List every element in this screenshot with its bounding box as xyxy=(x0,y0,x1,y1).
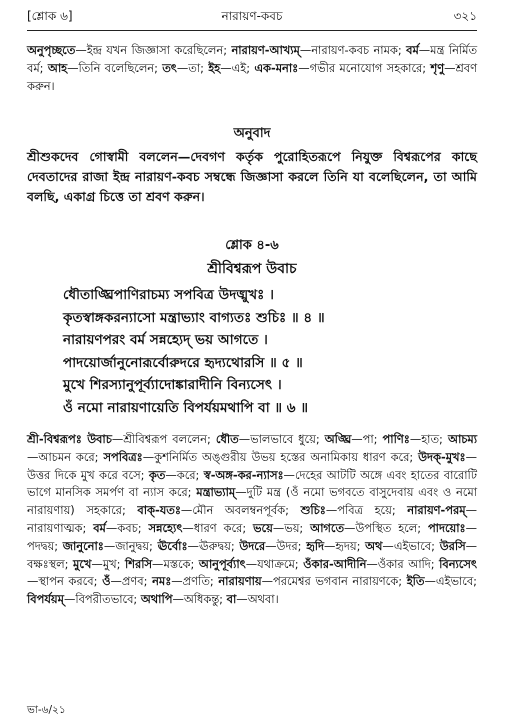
synonyms-bottom xyxy=(27,431,477,609)
translation-heading: অনুবাদ xyxy=(233,126,271,141)
synonym-word: ইহ xyxy=(208,60,221,75)
synonym-meaning: —বিপরীতভাবে; xyxy=(63,592,141,607)
synonym-meaning: —উপস্থিত হলে; xyxy=(344,520,428,535)
verse-speaker-block xyxy=(27,257,477,281)
synonym-word: ঊর্বোঃ xyxy=(157,538,188,553)
synonym-meaning: —প্রণব; xyxy=(110,574,153,589)
verse-heading: শ্লোক ৪-৬ xyxy=(225,238,279,253)
synonym-meaning: —তা; xyxy=(176,60,209,75)
synonym-word: উদক্-মুখঃ xyxy=(418,449,466,464)
verse-speaker: শ্রীবিশ্বরূপ উবাচ xyxy=(207,261,297,277)
synonym-meaning: —দেহের আটটি অঙ্গে এবং হাতের বারোটি ভাগে মানসিক সমর্পণ বা ন্যাস করে; xyxy=(27,467,478,500)
synonym-word: শুচিঃ xyxy=(300,503,326,518)
synonyms-bottom-block xyxy=(27,431,477,609)
synonym-meaning: —পদদ্বয়; xyxy=(27,520,478,553)
synonym-meaning: —নারায়ণ-কবচ নামক; xyxy=(299,43,407,57)
synonym-meaning: —মস্তকে; xyxy=(152,556,199,571)
synonym-word: পাণিঃ xyxy=(382,432,410,446)
translation-text: শ্রীশুকদেব গোস্বামী বললেন—দেবগণ কর্তৃক পুরোহিতরূপে নিযুক্ত বিশ্বরূপের কাছে দেবতাদের রাজা ইন্দ্র নারায়ণ-কবচ সম্বন্ধে জিজ্ঞাসা করলে তিনি যা বলেছিলেন, তা আমি বলছি, একাগ্র চিত্তে তা শ্রবণ করুন। xyxy=(27,149,477,204)
synonym-meaning: —ওঁকার আদি; xyxy=(366,556,440,571)
synonym-word: বর্ম xyxy=(406,43,419,57)
synonym-word: উদরে xyxy=(239,538,266,553)
synonym-word: অনুপৃচ্ছতে xyxy=(27,43,76,57)
synonym-meaning: —এইভাবে; xyxy=(382,538,440,553)
synonym-meaning: —ভয়; xyxy=(272,520,311,535)
page-footer-signature: ভা-৬/২১ xyxy=(27,704,66,716)
synonym-word: বাক্-যতঃ xyxy=(137,503,181,518)
synonyms-top-block xyxy=(27,42,477,95)
translation-block xyxy=(27,147,477,207)
synonym-meaning: —পা; xyxy=(351,432,383,446)
synonym-word: নারায়ণ-আখ্যম্ xyxy=(231,43,300,57)
synonym-word: অথ xyxy=(365,538,383,553)
synonym-meaning: —ভালভাবে ধুয়ে; xyxy=(238,432,325,446)
synonym-meaning: —কবচ; xyxy=(105,520,149,535)
verse-line-5: মুখে শিরস্যানুপূর্ব্যাদোঙ্কারাদীনি বিন্যসেৎ । xyxy=(63,377,282,393)
synonym-word: অঙ্ঘ্রি xyxy=(324,432,352,446)
synonym-meaning: —এইভাবে; xyxy=(424,574,477,589)
synonym-meaning: —হাত; xyxy=(409,432,448,446)
header-page-number: ৩২১ xyxy=(453,9,477,23)
synonym-word: অথাপি xyxy=(140,592,173,607)
synonym-word: আহ xyxy=(47,60,68,75)
synonym-word: হৃদি xyxy=(306,538,324,553)
verse-line-3: নারায়ণপরং বর্ম সন্নহ্যেদ্ ভয় আগতে । xyxy=(63,332,268,348)
synonym-word: মন্ত্রাভ্যাম্ xyxy=(196,485,236,500)
synonym-word: কৃত xyxy=(148,467,166,482)
synonym-word: উরসি xyxy=(439,538,466,553)
synonym-word: বিপর্যয়ম্ xyxy=(27,592,64,607)
synonym-meaning: —উদর; xyxy=(265,538,307,553)
synonym-meaning: —পবিত্র হয়ে; xyxy=(325,503,408,518)
synonym-word: জানুনোঃ xyxy=(62,538,104,553)
synonym-meaning: —পরমেশ্বর ভগবান নারায়ণকে; xyxy=(261,574,407,589)
synonym-meaning: —এই; xyxy=(220,60,255,75)
synonym-meaning: —উত্তর দিকে মুখ করে বসে; xyxy=(27,449,477,482)
synonym-word: ওঁ xyxy=(102,574,111,589)
synonym-meaning: —প্রণতি; xyxy=(171,574,219,589)
synonym-meaning: —শ্রবণ করুন। xyxy=(27,60,477,93)
synonym-word: শিরসি xyxy=(124,556,153,571)
header-divider xyxy=(27,30,477,31)
synonym-word: বর্ম xyxy=(93,520,106,535)
page-header xyxy=(27,8,477,26)
verse-heading-block xyxy=(27,236,477,257)
header-chapter-title: নারায়ণ-কবচ xyxy=(221,9,283,23)
synonym-meaning: —দুটি মন্ত্র (ওঁ নমো ভগবতে বাসুদেবায় এবং ও নমো নারায়ণায়) সহকারে; xyxy=(27,485,477,518)
synonym-meaning: —বক্ষঃস্থল; xyxy=(27,538,478,571)
synonym-word: বিন্যসেৎ xyxy=(439,556,477,571)
synonym-word: পাদয়োঃ xyxy=(427,520,466,535)
synonym-meaning: —যথাক্রমে; xyxy=(245,556,304,571)
synonym-word: বা xyxy=(226,592,237,607)
synonym-meaning: —জানুদ্বয়; xyxy=(103,538,158,553)
translation-heading-block xyxy=(27,124,477,145)
synonym-meaning: —স্থাপন করবে; xyxy=(27,574,103,589)
synonym-word: নমঃ xyxy=(152,574,172,589)
synonym-word: স্ব-অঙ্গ-কর-ন্যাসঃ xyxy=(203,467,284,482)
verse-line-2: কৃতস্বাঙ্গকরন্যাসো মন্ত্রাভ্যাং বাগ্যতঃ শুচিঃ ॥ ৪ ॥ xyxy=(63,309,325,326)
synonym-meaning: —হৃদয়; xyxy=(323,538,366,553)
synonym-word: ধৌত xyxy=(215,432,239,446)
synonym-meaning: —ধারণ করে; xyxy=(182,520,254,535)
synonym-word: ভয়ে xyxy=(253,520,273,535)
synonym-meaning: —অথবা। xyxy=(236,592,279,607)
synonym-word: ওঁকার-আদীনি xyxy=(303,556,367,571)
synonym-meaning: —অধিকন্তু; xyxy=(172,592,227,607)
synonym-meaning: —কুশনির্মিত অঙ্গুরীয় উভয় হস্তের অনামিকায় ধারণ করে; xyxy=(142,449,419,464)
synonym-meaning: —করে; xyxy=(165,467,204,482)
synonym-meaning: —আচমন করে; xyxy=(27,449,104,464)
synonym-word: শৃণু xyxy=(430,60,445,75)
synonym-meaning: —তিনি বলেছিলেন; xyxy=(67,60,163,75)
synonym-meaning: —নারায়ণাত্মক; xyxy=(27,503,477,535)
synonym-word: আনুপূর্ব্যাৎ xyxy=(198,556,246,571)
synonym-word: সপবিত্রঃ xyxy=(103,449,143,464)
synonym-meaning: —মৌন অবলম্বনপূর্বক; xyxy=(180,503,301,518)
verse-line-1: ধৌতাঙ্ঘ্রিপাণিরাচম্য সপবিত্র উদঙ্মুখঃ । xyxy=(63,287,274,303)
synonym-word: নারায়ণ-পরম্ xyxy=(407,503,466,518)
synonym-word: এক-মনাঃ xyxy=(254,60,299,75)
synonym-word: নারায়ণায় xyxy=(218,574,262,589)
synonym-word: ইতি xyxy=(406,574,425,589)
synonyms-top xyxy=(27,42,477,95)
synonym-meaning: —মুখ; xyxy=(91,556,125,571)
verse-line-6: ওঁ নমো নারায়ণায়েতি বিপর্যয়মথাপি বা ॥ ৬ ॥ xyxy=(63,399,309,416)
header-verse-ref: [শ্লোক ৬] xyxy=(27,9,73,23)
synonym-word: তৎ xyxy=(162,60,177,75)
synonym-meaning: —ঊরুদ্বয়; xyxy=(187,538,240,553)
synonym-meaning: —শ্রীবিশ্বরূপ বললেন; xyxy=(111,432,216,446)
synonym-word: সন্নহ্যেৎ xyxy=(148,520,183,535)
verse-line-4: পাদয়োর্জানুনোরূর্বোরুদরে হৃদ্যথোরসি ॥ ৫ ॥ xyxy=(63,354,303,371)
synonym-word: শ্রী-বিশ্বরূপঃ উবাচ xyxy=(27,432,112,446)
synonym-meaning: —মন্ত্র নির্মিত বর্ম; xyxy=(27,43,477,75)
synonym-word: আচম্য xyxy=(447,432,478,446)
synonym-meaning: —ইন্দ্র যখন জিজ্ঞাসা করেছিলেন; xyxy=(75,43,232,57)
verse-block xyxy=(27,284,477,419)
synonym-word: মুখে xyxy=(73,556,92,571)
synonym-word: আগতে xyxy=(310,520,344,535)
synonym-meaning: —গভীর মনোযোগ সহকারে; xyxy=(298,60,431,75)
